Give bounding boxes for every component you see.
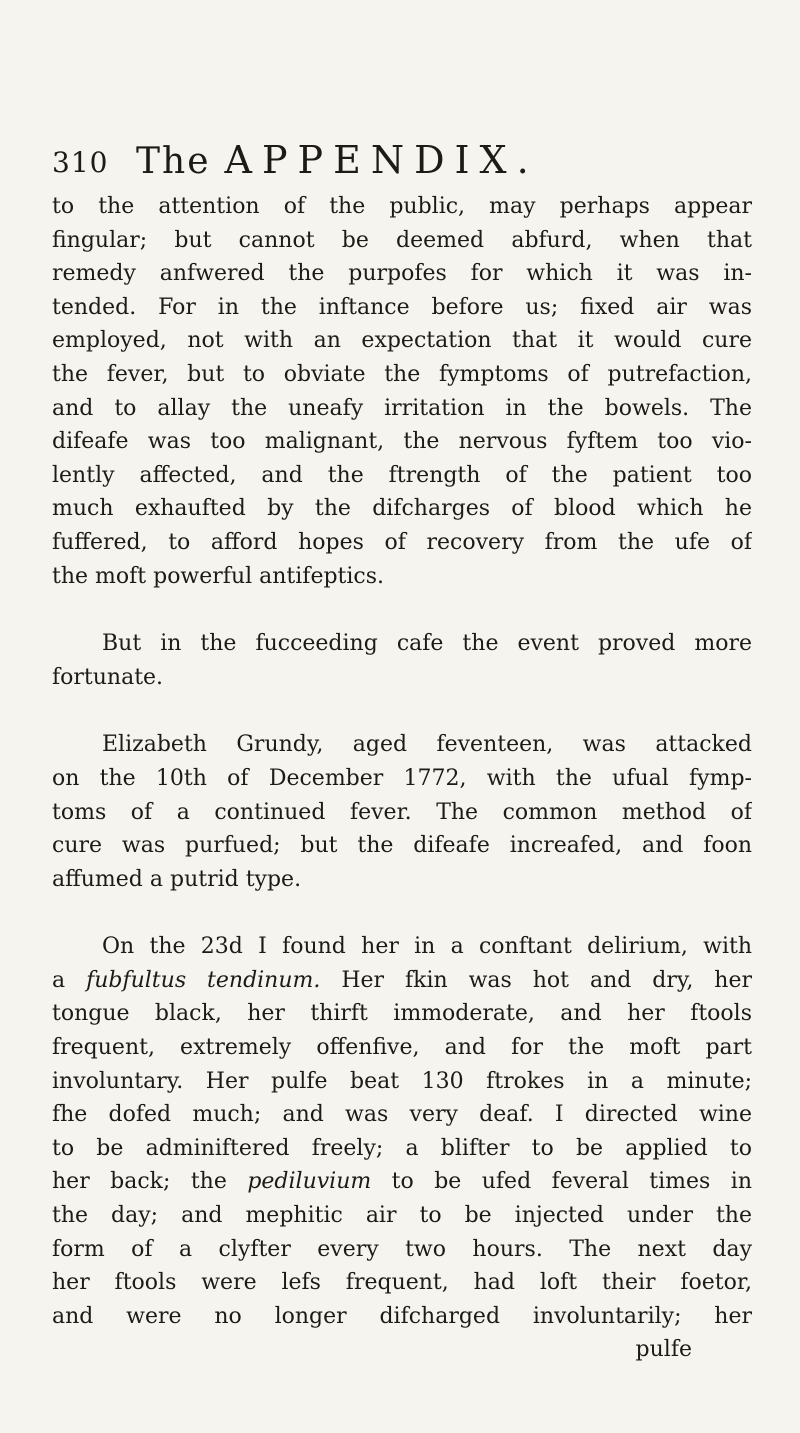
- running-title-the: The: [136, 141, 211, 182]
- text-line: and to allay the uneafy irritation in the bowels. The: [52, 395, 752, 421]
- text-line: form of a clyfter every two hours. The next day: [52, 1236, 752, 1262]
- running-title-main: APPENDIX.: [224, 138, 539, 182]
- text-line: fuffered, to afford hopes of recovery from the ufe of: [52, 529, 752, 555]
- latin-term: fubfultus tendinum.: [86, 967, 321, 993]
- text-line: tongue black, her thirft immoderate, and her ftools: [52, 1001, 752, 1027]
- text-line: on the 10th of December 1772, with the ufual fymp-: [52, 765, 752, 791]
- text-line: the moft powerful antifeptics.: [52, 563, 385, 589]
- text-line: affumed a putrid type.: [52, 866, 302, 892]
- text-line: Elizabeth Grundy, aged feventeen, was attacked: [102, 732, 752, 758]
- text-line: toms of a continued fever. The common method of: [52, 799, 752, 825]
- text-line: frequent, extremely offenfive, and for the moft part: [52, 1035, 752, 1061]
- paragraph-4: [52, 930, 752, 1367]
- text-line: to be adminiftered freely; a blifter to be applied to: [52, 1135, 752, 1161]
- text-line: cure was purfued; but the difeafe increafed, and foon: [52, 833, 752, 859]
- text-segment: to be ufed feveral times in: [391, 1169, 752, 1195]
- latin-term: pediluvium: [247, 1169, 372, 1195]
- page-number: 310: [52, 146, 109, 179]
- text-line: employed, not with an expectation that it would cure: [52, 328, 752, 354]
- text-line: difeafe was too malignant, the nervous fyftem too vio-: [52, 429, 752, 455]
- text-line: the fever, but to obviate the fymptoms of putrefaction,: [52, 361, 752, 387]
- text-line: the day; and mephitic air to be injected under the: [52, 1203, 752, 1229]
- text-line: remedy anfwered the purpofes for which it was in-: [52, 261, 752, 287]
- text-segment: Her fkin was hot and dry, her: [341, 967, 752, 993]
- paragraph-2: [52, 627, 752, 694]
- text-line: But in the fucceeding cafe the event proved more: [102, 631, 752, 657]
- paragraph-1: [52, 190, 752, 593]
- body-text: [52, 190, 752, 1367]
- text-line: [52, 964, 752, 998]
- running-title: [136, 138, 539, 182]
- text-line: tended. For in the inftance before us; fixed air was: [52, 294, 752, 320]
- text-line: fortunate.: [52, 664, 164, 690]
- text-segment: her back; the: [52, 1169, 227, 1195]
- text-line: much exhaufted by the difcharges of blood which he: [52, 496, 752, 522]
- text-segment: a: [52, 967, 66, 993]
- catchword: pulfe: [635, 1337, 692, 1363]
- text-line: [52, 1165, 752, 1199]
- text-line: her ftools were lefs frequent, had loft their foetor,: [52, 1270, 752, 1296]
- text-line: and were no longer difcharged involuntarily; her: [52, 1303, 752, 1329]
- text-line: involuntary. Her pulfe beat 130 ftrokes in a minute;: [52, 1068, 752, 1094]
- page-header: [52, 138, 752, 188]
- text-line: On the 23d I found her in a conftant delirium, with: [102, 934, 752, 960]
- text-line: lently affected, and the ftrength of the patient too: [52, 462, 752, 488]
- text-line: fingular; but cannot be deemed abfurd, when that: [52, 227, 752, 253]
- text-line: to the attention of the public, may perhaps appear: [52, 194, 752, 219]
- paragraph-3: [52, 728, 752, 896]
- text-line: fhe dofed much; and was very deaf. I directed wine: [52, 1102, 752, 1128]
